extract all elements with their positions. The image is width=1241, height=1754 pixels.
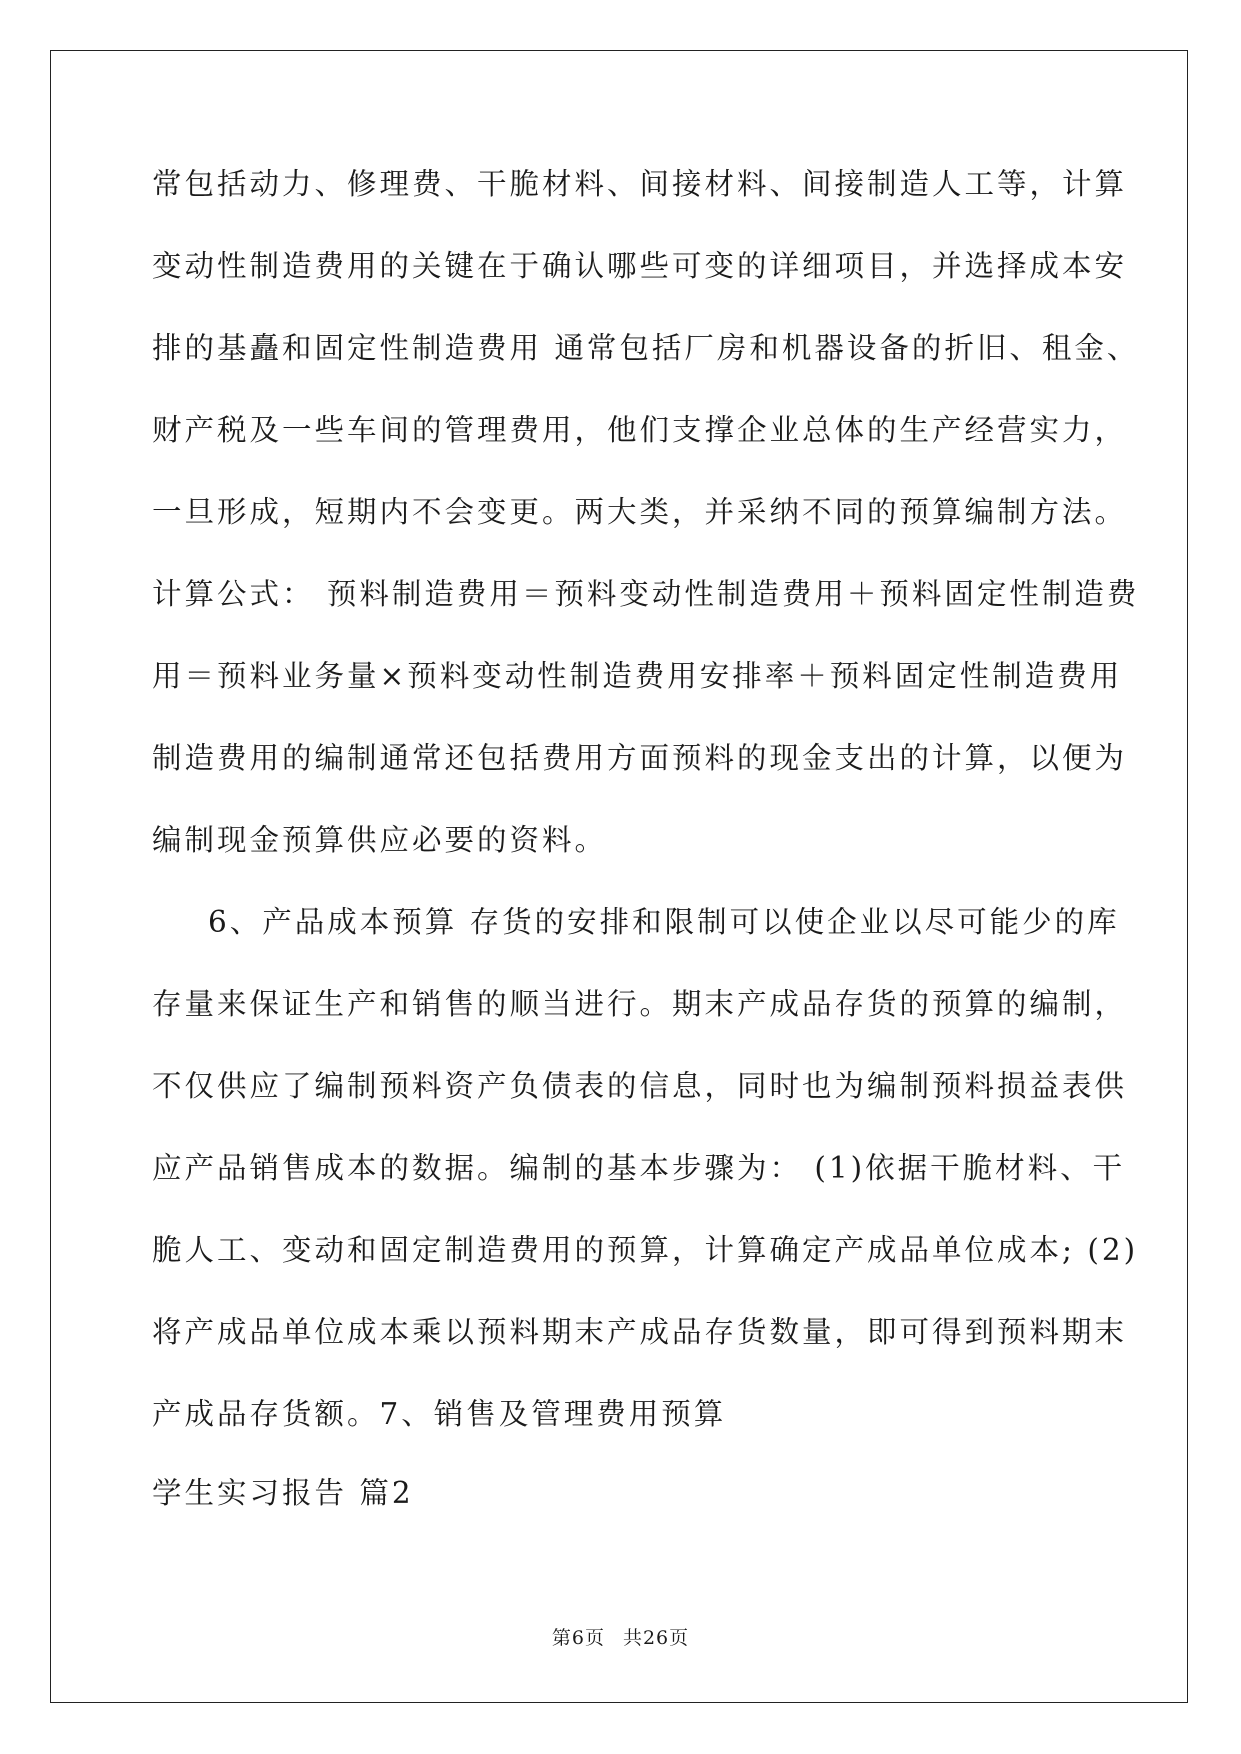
section-heading: 学生实习报告 篇2 [152,1476,414,1510]
text-line: 常包括动力、修理费、干脆材料、间接材料、间接制造人工等，计算 [152,167,1128,201]
text-line: 编制现金预算供应必要的资料。 [152,823,608,857]
text-line: 变动性制造费用的关键在于确认哪些可变的详细项目，并选择成本安 [152,249,1128,283]
text-line: 产成品存货额。7、销售及管理费用预算 [152,1397,727,1431]
text-line: 存量来保证生产和销售的顺当进行。期末产成品存货的预算的编制， [152,987,1128,1021]
text-line: 脆人工、变动和固定制造费用的预算，计算确定产成品单位成本; (2) [152,1233,1139,1267]
page-footer [0,1626,1241,1650]
text-line: 计算公式： 预料制造费用＝预料变动性制造费用＋预料固定性制造费 [152,577,1140,611]
paragraph-start-line: 6、产品成本预算 存货的安排和限制可以使企业以尽可能少的库 [208,905,1120,939]
text-line: 一旦形成，短期内不会变更。两大类，并采纳不同的预算编制方法。 [152,495,1128,529]
body-text [152,162,1140,1474]
text-line: 财产税及一些车间的管理费用，他们支撑企业总体的生产经营实力， [152,413,1128,447]
page-number: 第6页 [551,1627,605,1649]
text-line: 将产成品单位成本乘以预料期末产成品存货数量，即可得到预料期末 [152,1315,1128,1349]
page-total: 共26页 [622,1627,690,1649]
text-line: 不仅供应了编制预料资产负债表的信息，同时也为编制预料损益表供 [152,1069,1128,1103]
text-line: 用＝预料业务量×预料变动性制造费用安排率＋预料固定性制造费用 [152,659,1123,693]
text-line: 应产品销售成本的数据。编制的基本步骤为： (1)依据干脆材料、干 [152,1151,1126,1185]
text-line: 制造费用的编制通常还包括费用方面预料的现金支出的计算，以便为 [152,741,1128,775]
text-line: 排的基矗和固定性制造费用 通常包括厂房和机器设备的折旧、租金、 [152,331,1140,365]
